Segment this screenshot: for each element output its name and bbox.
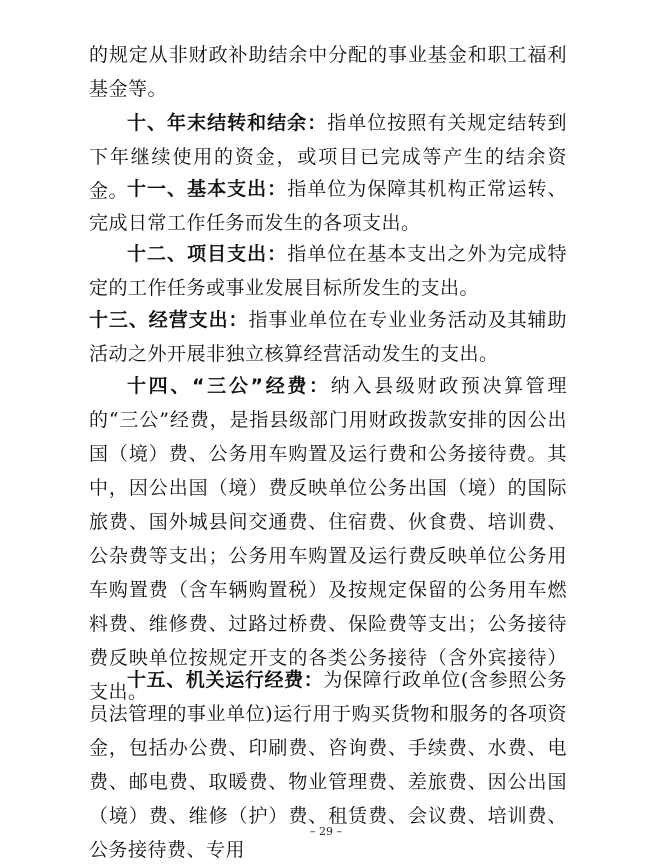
paragraph-term: 十二、项目支出： [127, 243, 288, 265]
paragraph-body: 纳入县级财政预决算管理的“三公”经费，是指县级部门用财政拨款安排的因公出国（境）费、公务用车购置及运行费和公务接待费。其中，因公出国（境）费反映单位公务出国（境）的国际旅费、国外城县间交通费、住宿费、伙食费、培训费、公杂费等支出；公务用车购置及运行费反映单位公务用车购置费（含车辆购置税）及按规定保留的公务用车燃料费、维修费、过路过桥费、保险费等支出；公务接待费反映单位按规定开支的各类公务接待（含外宾接待）支出。 [89, 375, 567, 703]
paragraph-term: 十一、基本支出： [127, 178, 288, 200]
paragraph-project-expenditure [89, 237, 567, 305]
paragraph-term: 十三、经营支出： [89, 309, 249, 331]
paragraph-continuation [89, 38, 567, 106]
paragraph-basic-expenditure [89, 172, 567, 240]
paragraph-body: 指单位为保障其机构正常运转、完成日常工作任务而发生的各项支出。 [89, 178, 567, 234]
paragraph-term: 十五、机关运行经费： [127, 669, 324, 691]
paragraph-body: 的规定从非财政补助结余中分配的事业基金和职工福利基金等。 [89, 44, 567, 100]
paragraph-body: 指单位按照有关规定结转到下年继续使用的资金，或项目已完成等产生的结余资金。 [89, 112, 567, 202]
paragraph-body: 指事业单位在专业业务活动及其辅助活动之外开展非独立核算经营活动发生的支出。 [89, 309, 567, 365]
paragraph-term: 十、年末结转和结余： [127, 112, 328, 134]
paragraph-three-public-expenses [89, 369, 567, 709]
paragraph-operating-expenditure [89, 303, 567, 371]
paragraph-body: 为保障行政单位(含参照公务员法管理的事业单位)运行用于购买货物和服务的各项资金，包括办公费、印刷费、咨询费、手续费、水费、电费、邮电费、取暖费、物业管理费、差旅费、因公出国（境）费、维修（护）费、租赁费、会议费、培训费、公务接待费、专用 [89, 669, 567, 861]
paragraph-body: 指单位在基本支出之外为完成特定的工作任务或事业发展目标所发生的支出。 [89, 243, 567, 299]
page-number: – 29 – [310, 825, 342, 838]
paragraph-term: 十四、“三公”经费： [127, 375, 331, 397]
